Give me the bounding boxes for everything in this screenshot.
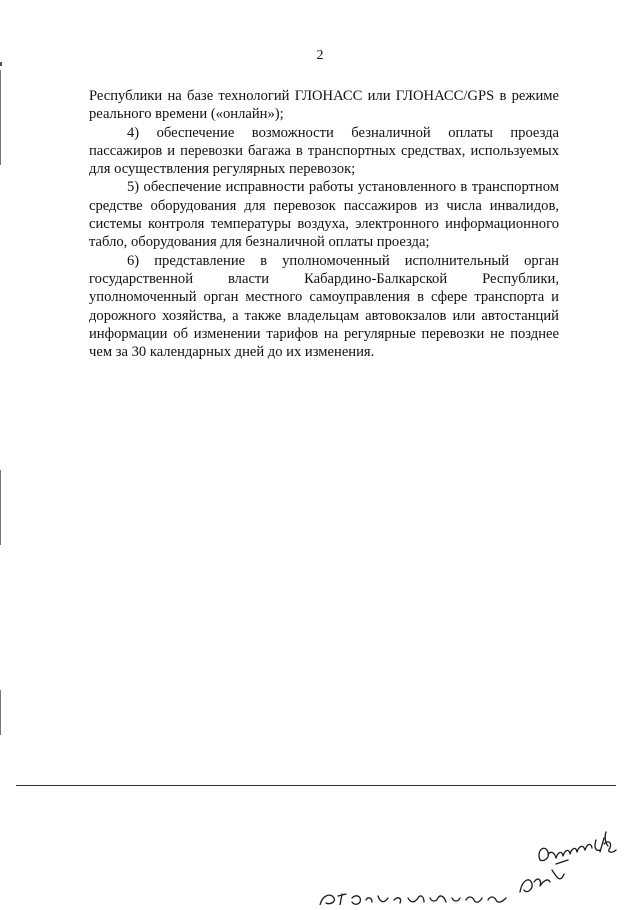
left-margin-marks (0, 0, 6, 905)
scan-mark (0, 690, 1, 735)
scan-mark (0, 70, 1, 165)
paragraph-item-4: 4) обеспечение возможности безналичной оплаты проезда пассажиров и перевозки багажа в транспортных средствах, используемых для осуществления регулярных перевозок; (89, 124, 559, 178)
scan-mark (0, 470, 1, 545)
handwritten-signature (0, 810, 640, 905)
page-number: 2 (316, 48, 324, 63)
paragraph-item-5: 5) обеспечение исправности работы установленного в транспортном средстве оборудования для перевозок пассажиров из числа инвалидов, системы контроля температуры воздуха, электронного информационного табло, оборудования для безналичной оплаты проезда; (89, 179, 559, 251)
document-body (89, 87, 559, 361)
signature-scribble (0, 810, 640, 905)
paragraph-continuation: Республики на базе технологий ГЛОНАСС или ГЛОНАСС/GPS в режиме реального времени («онлайн»); (89, 88, 559, 123)
paragraph-item-6: 6) представление в уполномоченный исполнительный орган государственной власти Кабардино-Балкарской Республики, уполномоченный орган местного самоуправления в сфере транспорта и дорожного хозяйства, а также владельцам автовокзалов или автостанций информации об изменении тарифов на регулярные перевозки не позднее чем за 30 календарных дней до их изменения. (89, 252, 559, 361)
footer-rule (16, 785, 616, 786)
